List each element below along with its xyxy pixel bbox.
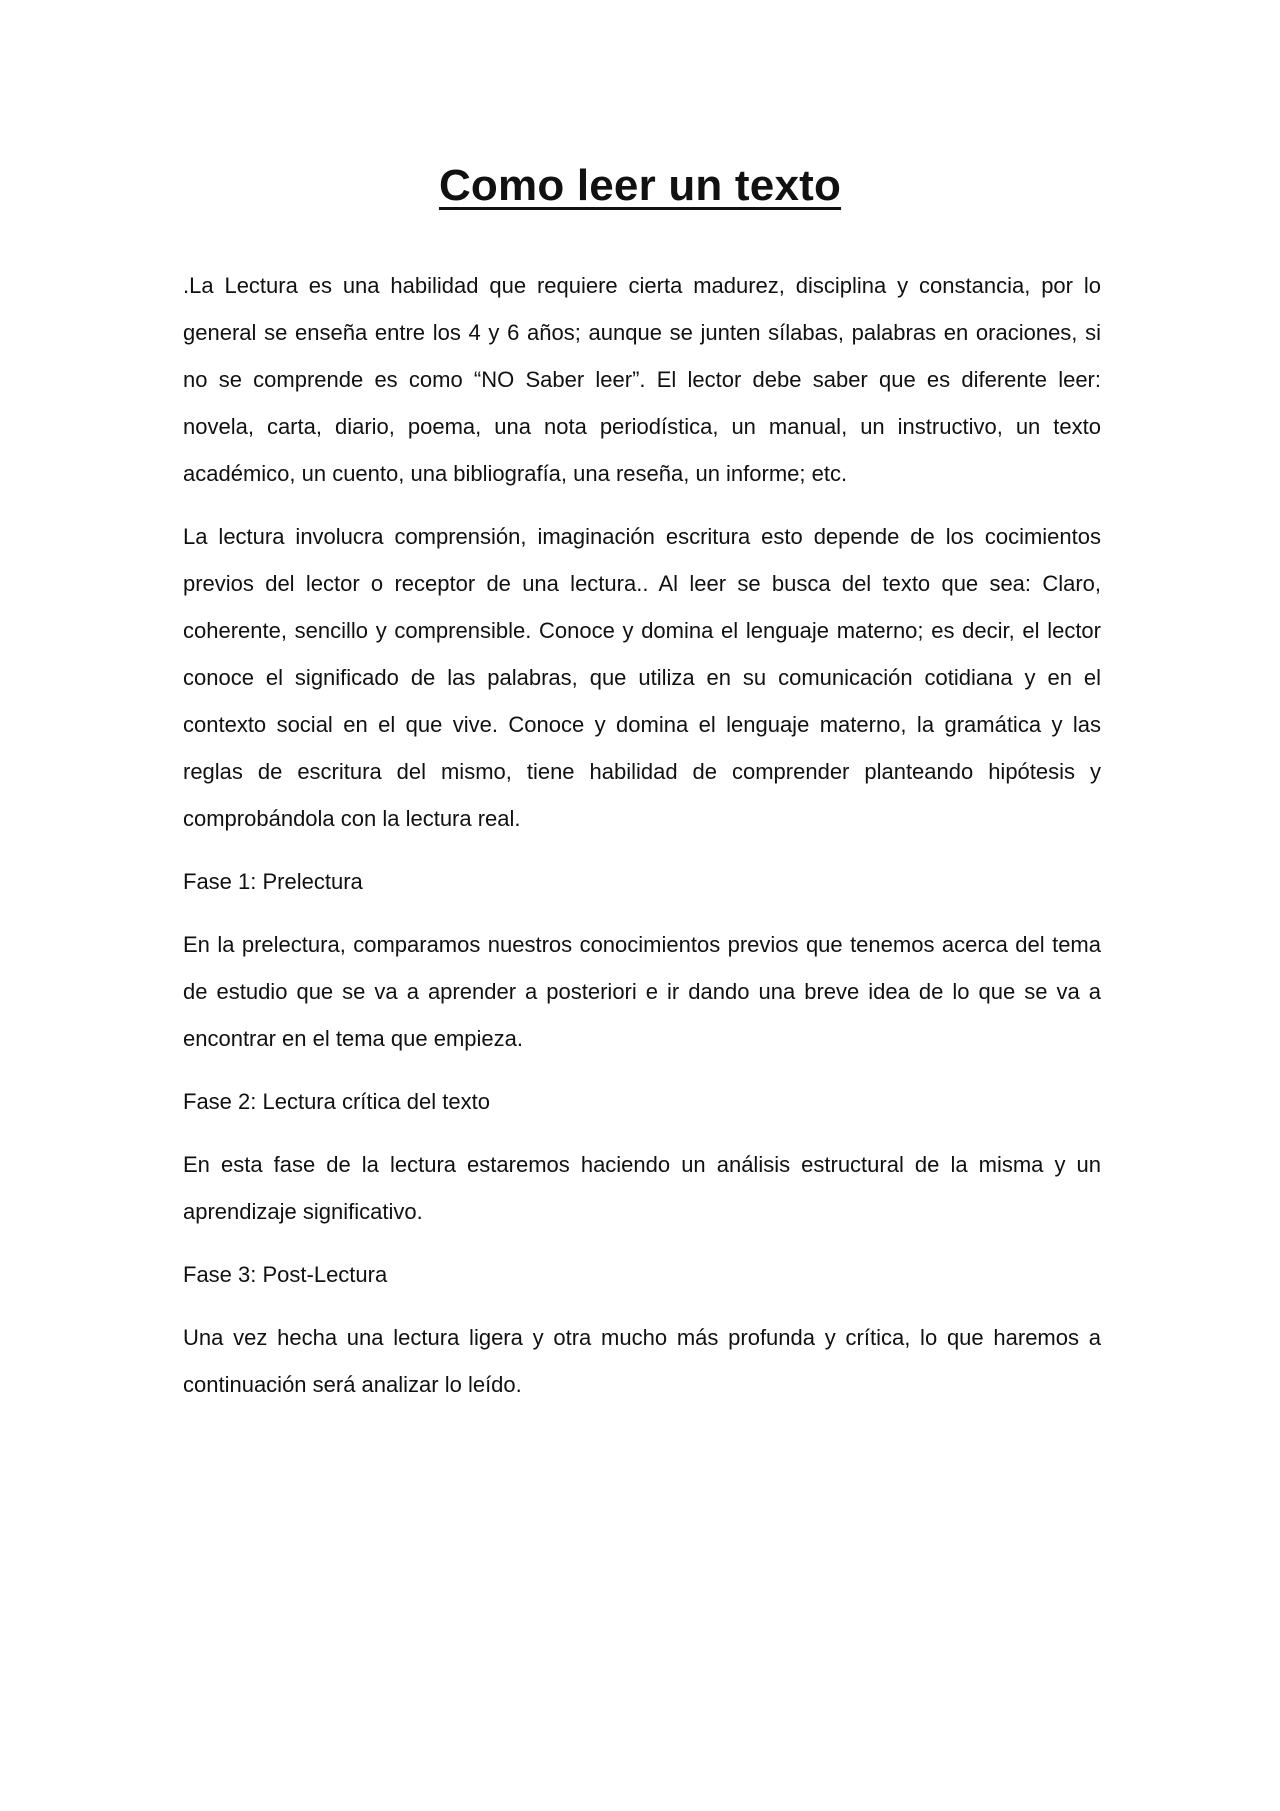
paragraph-reading-involves: La lectura involucra comprensión, imaginación escritura esto depende de los cocimientos previos del lector o receptor de una lectura.. Al leer se busca del texto que sea: Claro, coherente, sencillo y comprensible. Conoce y domina el lenguaje materno; es decir, el lector conoce el significado de las palabras, que utiliza en su comunicación cotidiana y en el contexto social en el que vive. Conoce y domina el lenguaje materno, la gramática y las reglas de escritura del mismo, tiene habilidad de comprender planteando hipótesis y comprobándola con la lectura real. (183, 524, 1101, 831)
paragraph-intro: .La Lectura es una habilidad que requiere cierta madurez, disciplina y constancia, por lo general se enseña entre los 4 y 6 años; aunque se junten sílabas, palabras en oraciones, si no se comprende es como “NO Saber leer”. El lector debe saber que es diferente leer: novela, carta, diario, poema, una nota periodística, un manual, un instructivo, un texto académico, un cuento, una bibliografía, una reseña, un informe; etc. (183, 273, 1101, 486)
document-body (183, 262, 1101, 1424)
paragraph-prelectura: En la prelectura, comparamos nuestros conocimientos previos que tenemos acerca del tema de estudio que se va a aprender a posteriori e ir dando una breve idea de lo que se va a encontrar en el tema que empieza. (183, 932, 1101, 1051)
phase-1-heading: Fase 1: Prelectura (183, 869, 363, 894)
document-title: Como leer un texto (438, 161, 842, 210)
phase-3-heading: Fase 3: Post-Lectura (183, 1262, 388, 1287)
paragraph-critical-reading: En esta fase de la lectura estaremos haciendo un análisis estructural de la misma y un aprendizaje significativo. (183, 1152, 1101, 1224)
phase-2-heading: Fase 2: Lectura crítica del texto (183, 1089, 490, 1114)
paragraph-post-lectura: Una vez hecha una lectura ligera y otra mucho más profunda y crítica, lo que haremos a continuación será analizar lo leído. (183, 1325, 1101, 1397)
